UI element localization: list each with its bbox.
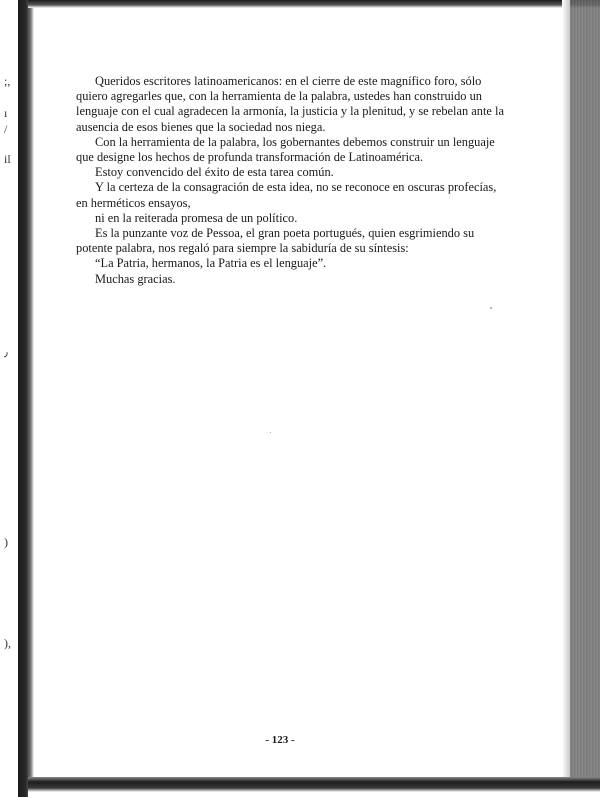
scan-speck — [490, 307, 492, 309]
page-right-edge — [570, 0, 600, 797]
paragraph: “La Patria, hermanos, la Patria es el lenguaje”. — [95, 256, 327, 271]
margin-fragment: ) — [4, 535, 8, 549]
paragraph: Estoy convencido del éxito de esta tarea común. — [95, 165, 334, 180]
margin-text-fragments — [4, 0, 16, 797]
book-spine-shadow — [18, 0, 34, 797]
paragraph: Es la punzante voz de Pessoa, el gran poeta portugués, quien esgrimiendo su potente palabra, nos regaló para siempre la sabiduría de su síntesis: — [76, 226, 475, 256]
page-number: - 123 - — [265, 734, 295, 746]
margin-fragment: ), — [4, 636, 11, 650]
margin-fragment: ;, — [4, 74, 11, 88]
page-bottom-edge — [28, 777, 600, 797]
paragraph: ni en la reiterada promesa de un político. — [95, 210, 298, 225]
margin-fragment: ٫ — [4, 345, 8, 359]
speech-text — [76, 74, 504, 287]
paragraph: Y la certeza de la consagración de esta idea, no se reconoce en oscuras profecías, en herméticos ensayos, — [76, 180, 497, 210]
page-top-edge — [28, 0, 600, 8]
margin-fragment: / — [4, 122, 8, 136]
scan-speck — [270, 432, 271, 433]
paragraph: Muchas gracias. — [95, 271, 176, 286]
margin-fragment: il — [4, 152, 11, 166]
paragraph: Con la herramienta de la palabra, los gobernantes debemos construir un lenguaje que designe los hechos de profunda transformación de Latinoamérica. — [76, 134, 495, 165]
margin-fragment: ı — [4, 106, 8, 120]
page-right-edge-fade — [562, 0, 570, 797]
paragraph: Queridos escritores latinoamericanos: en el cierre de este magnífico foro, sólo quiero agregarles que, con la herramienta de la palabra, ustedes han construido un lenguaje con el cual agradecen la armonía, la justicia y la plenitud, y se rebelan ante la ausencia de esos bienes que la sociedad nos niega. — [76, 74, 504, 134]
